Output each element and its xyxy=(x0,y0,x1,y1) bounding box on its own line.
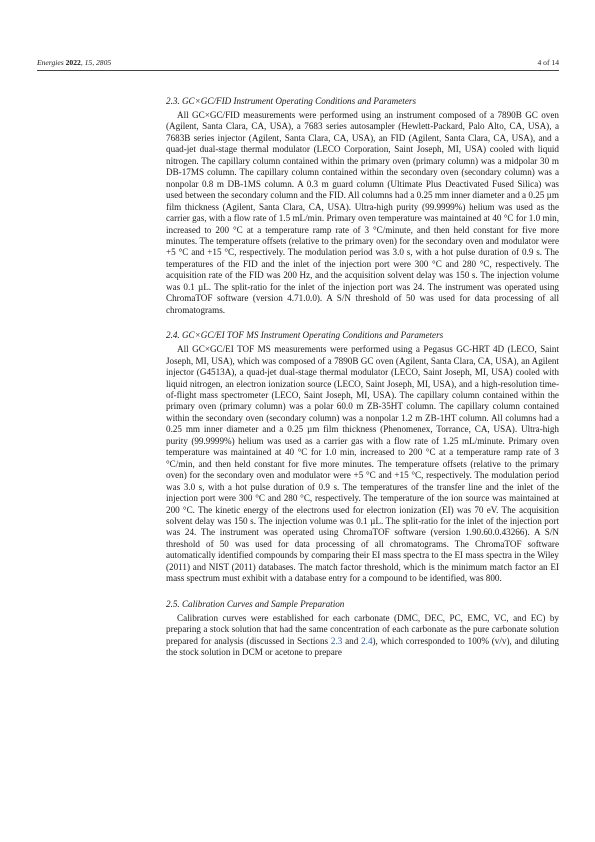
page-body xyxy=(166,95,559,658)
journal-citation xyxy=(37,57,111,69)
section-paragraph: All GC×GC/FID measurements were performed using an instrument composed of a 7890B GC oven (Agilent, Santa Clara, CA, USA), a 7683 series autosampler (Hewlett-Packard, Palo Alto, CA, USA), a 7683B series injector (Agilent, Santa Clara, CA, USA), an FID (Agilent, Santa Clara, CA, USA), and a quad-jet dual-stage thermal modulator (LECO Corporation, Saint Joseph, MI, USA) cooled with liquid nitrogen. The capillary column contained within the primary oven (primary column) was a midpolar 30 m DB-17MS column. The capillary column contained within the secondary oven (secondary column) was a nonpolar 0.8 m DB-1MS column. A 0.3 m guard column (Ultimate Plus Deactivated Fused Silica) was used between the secondary column and the FID. All columns had a 0.25 mm inner diameter and a 0.25 µm film thickness (Agilent, Santa Clara, CA, USA). Ultra-high purity (99.9999%) helium was used as the carrier gas, with a flow rate of 1.5 mL/min. Primary oven temperature was maintained at 40 °C for 1.0 min, increased to 200 °C at a temperature ramp rate of 3 °C/minute, and then held constant for five more minutes. The temperature offsets (relative to the primary oven) for the secondary oven and modulator were +5 °C and +15 °C, respectively. The modulation period was 3.0 s, with a hot pulse duration of 0.9 s. The temperatures of the FID and the inlet of the injection port were 300 °C and 280 °C, respectively. The acquisition rate of the FID was 200 Hz, and the acquisition solvent delay was 150 s. The injection volume was 0.1 µL. The split-ratio for the inlet of the injection port was 24. The instrument was operated using ChromaTOF software (version 4.71.0.0). A S/N threshold of 50 was used for data processing of all chromatograms. xyxy=(166,110,559,315)
section-paragraph xyxy=(166,613,559,659)
section-2-4 xyxy=(166,329,559,585)
section-link-2-4[interactable]: 2.4 xyxy=(361,635,373,646)
section-2-3 xyxy=(166,95,559,316)
section-link-2-3[interactable]: 2.3 xyxy=(330,635,343,646)
paragraph-text: and xyxy=(342,635,362,646)
header-rule xyxy=(37,70,559,71)
running-header xyxy=(37,57,559,69)
section-heading: 2.3. GC×GC/FID Instrument Operating Conditions and Parameters xyxy=(166,96,416,106)
section-heading: 2.5. Calibration Curves and Sample Preparation xyxy=(166,598,345,609)
page-number: 4 of 14 xyxy=(537,58,559,67)
paragraph-text: ), which corresponded to 100% (v/v), and diluting the stock solution in DCM or acetone to prepare xyxy=(166,635,559,658)
section-2-5 xyxy=(166,598,559,659)
journal-year: 2022 xyxy=(65,58,81,67)
paragraph-text: Calibration curves were established for each carbonate (DMC, DEC, PC, EMC, VC, and EC) by preparing a stock solution that had the same concentration of each carbonate as the pure carbonate solution prepared for analysis (discussed in Sections xyxy=(166,612,559,646)
journal-volume-pages: , 15, 2805 xyxy=(80,58,112,67)
section-paragraph: All GC×GC/EI TOF MS measurements were performed using a Pegasus GC-HRT 4D (LECO, Saint Joseph, MI, USA), which was composed of a 7890B GC oven (Agilent, Santa Clara, CA, USA), an Agilent injector (G4513A), a quad-jet dual-stage thermal modulator (LECO, Saint Joseph, MI, USA) cooled with liquid nitrogen, an electron ionization source (LECO, Saint Joseph, MI, USA), and a high-resolution time-of-flight mass spectrometer (LECO, Saint Joseph, MI, USA). The capillary column contained within the primary oven (primary column) was a polar 60.0 m ZB-35HT column. The capillary column contained within the secondary oven (secondary column) was a nonpolar 1.2 m ZB-1HT column. All columns had a 0.25 mm inner diameter and a 0.25 µm film thickness (Phenomenex, Torrance, CA, USA). Ultra-high purity (99.9999%) helium was used as a carrier gas with a flow rate of 1.25 mL/minute. Primary oven temperature was maintained at 40 °C for 1.0 min, increased to 200 °C at a temperature ramp rate of 3 °C/min, and then held constant for five more minutes. The temperature offsets (relative to the primary oven) for the secondary oven and modulator were +5 °C and +15 °C, respectively. The modulation period was 3.0 s, with a hot pulse duration of 0.9 s. The temperatures of the transfer line and the inlet of the injection port were 300 °C and 280 °C, respectively. The temperature of the ion source was maintained at 200 °C. The kinetic energy of the electrons used for electron ionization (EI) was 70 eV. The acquisition solvent delay was 150 s. The injection volume was 0.1 µL. The split-ratio for the inlet of the injection port was 24. The instrument was operated using ChromaTOF software (version 1.90.60.0.43266). A S/N threshold of 50 was used for data processing of all chromatograms. The ChromaTOF software automatically identified compounds by comparing their EI mass spectra to the EI mass spectra in the Wiley (2011) and NIST (2011) databases. The match factor threshold, which is the minimum match factor an EI mass spectrum must exhibit with a database entry for a compound to be identified, was 800. xyxy=(166,344,559,584)
section-heading: 2.4. GC×GC/EI TOF MS Instrument Operating Conditions and Parameters xyxy=(166,330,444,341)
journal-name: Energies xyxy=(37,58,64,67)
